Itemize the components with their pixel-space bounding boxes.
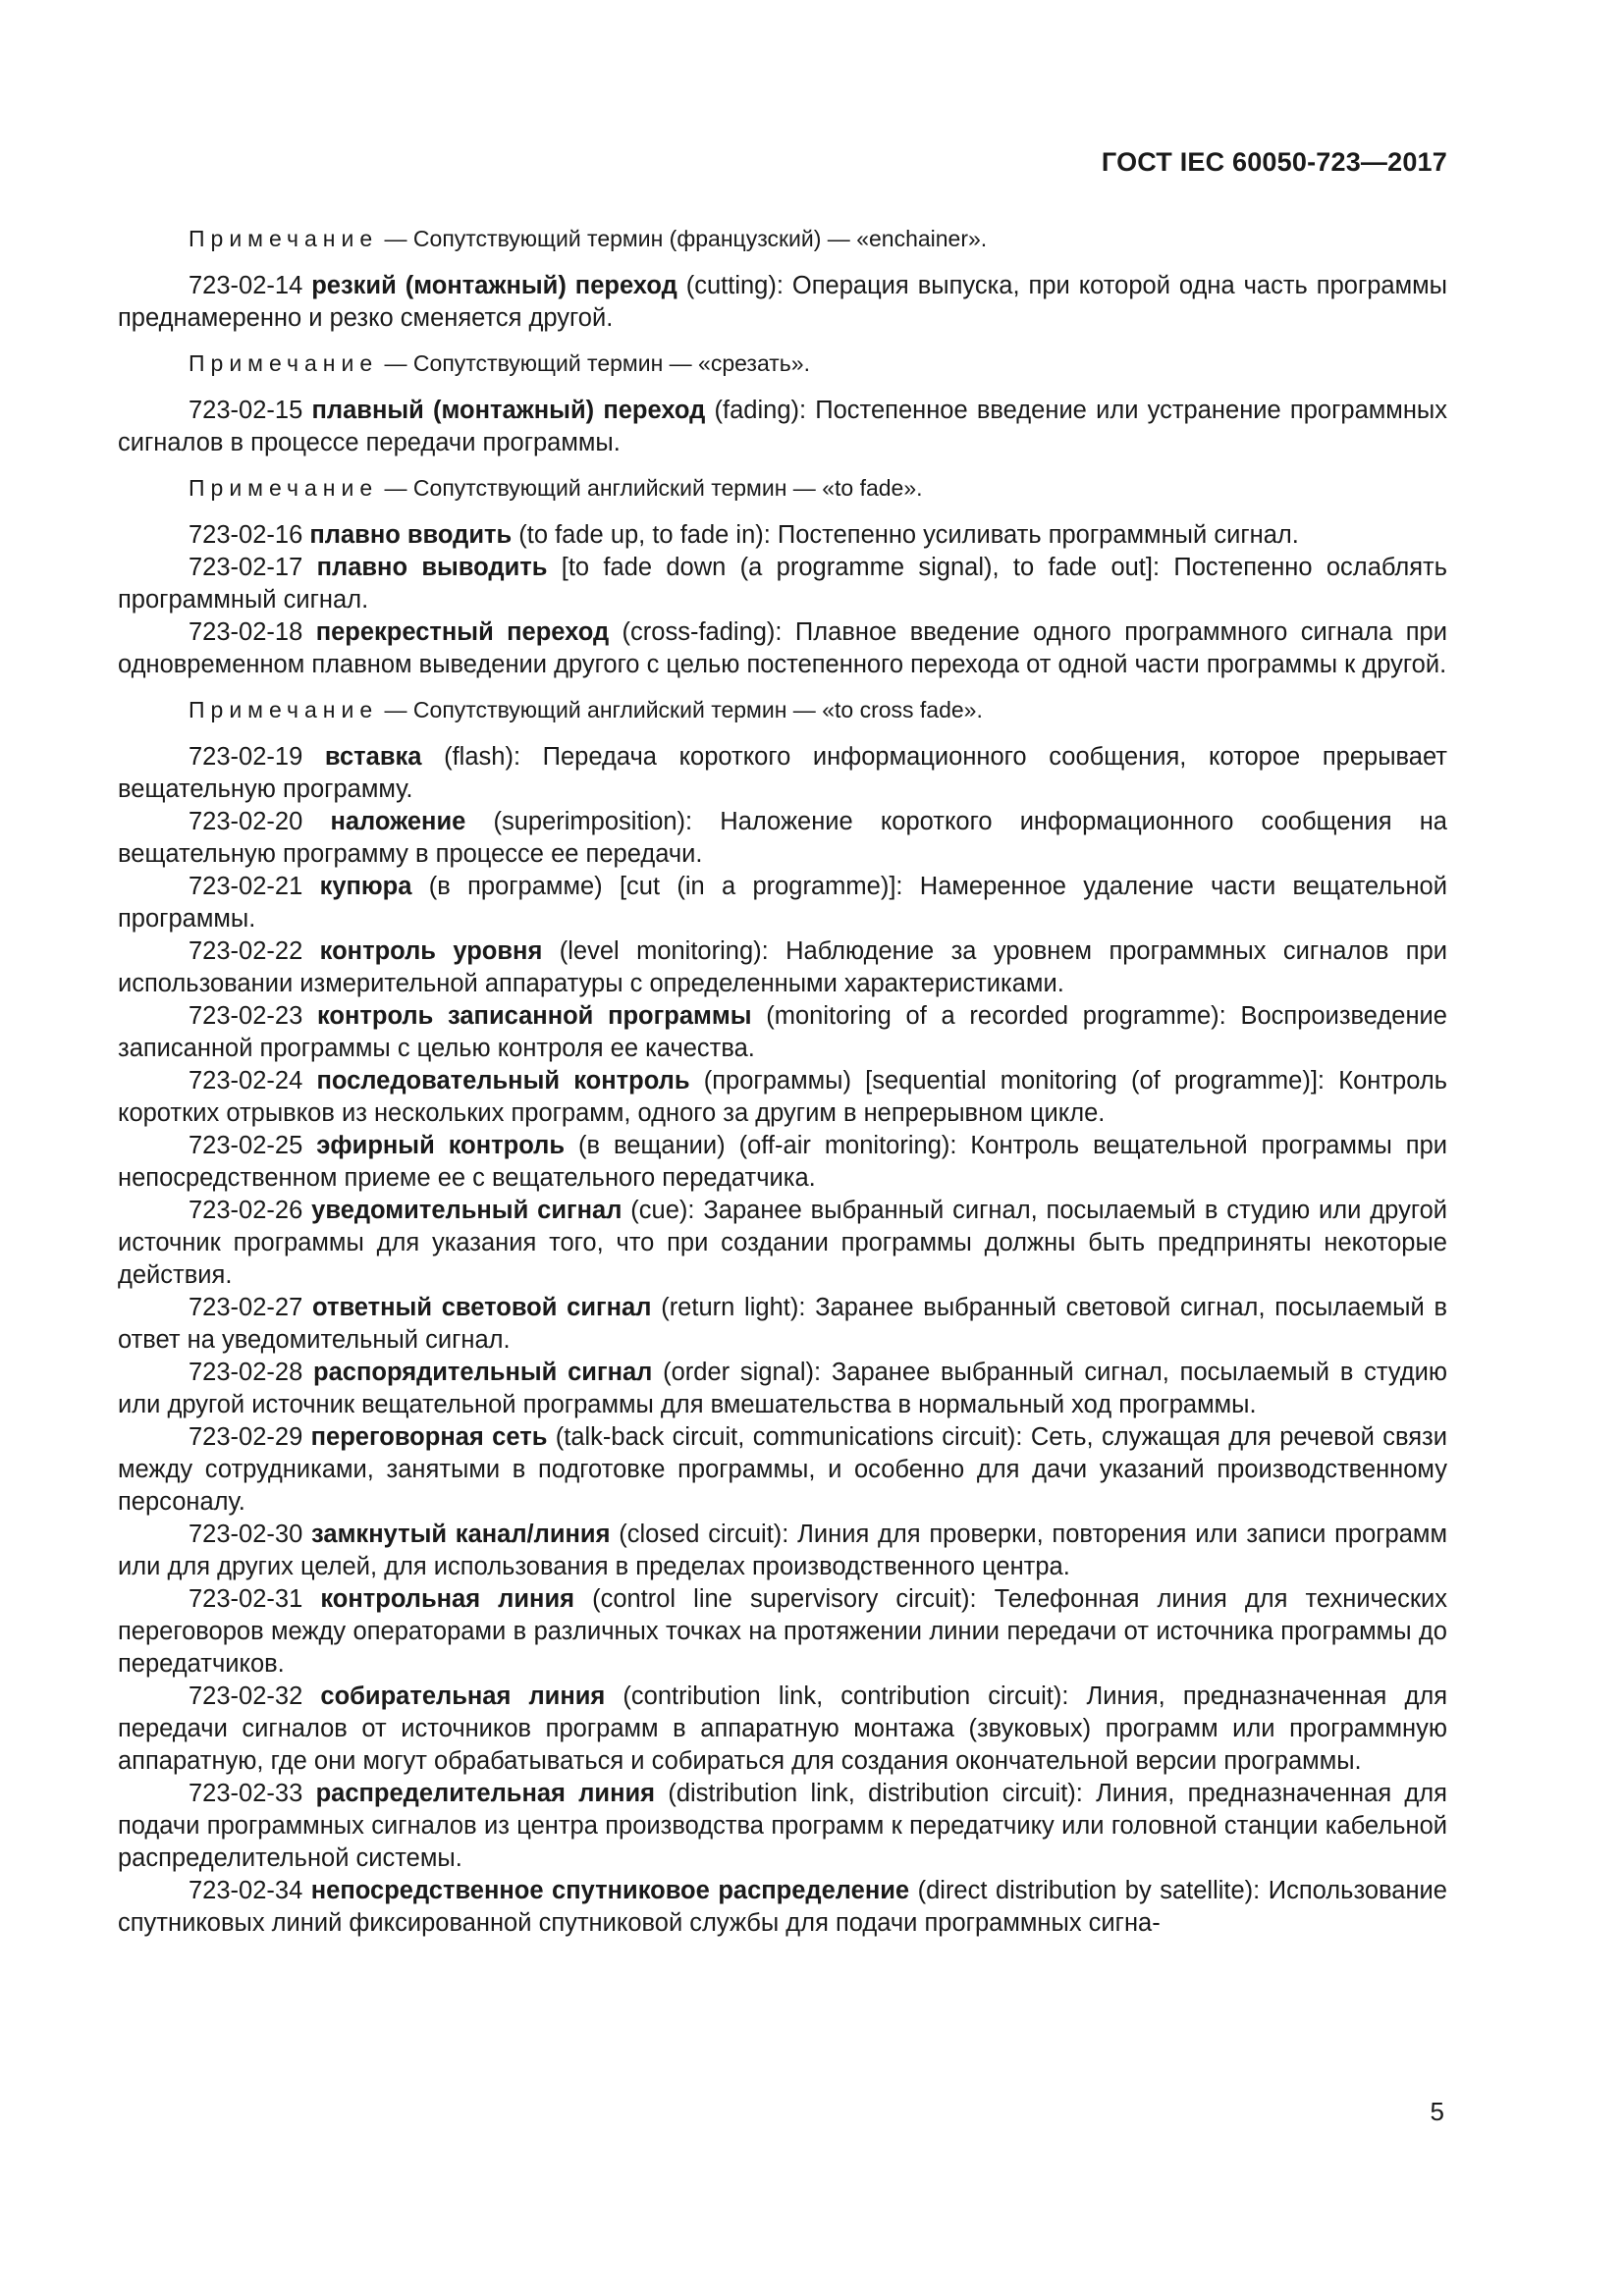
term-entry: [118, 935, 1447, 1000]
entry-term: контроль записанной программы: [317, 1002, 752, 1030]
entry-term: уведомительный сигнал: [311, 1197, 623, 1224]
document-header: ГОСТ IEC 60050-723—2017: [1101, 147, 1447, 177]
note-label: Примечание: [189, 226, 379, 251]
term-entry: [118, 519, 1447, 552]
entry-term: эфирный контроль: [316, 1132, 566, 1159]
entry-definition: (cutting): Операция выпуска, при которой одна часть программы преднамеренно и резко сменяется другой.: [118, 272, 1448, 332]
entry-term: плавный (монтажный) переход: [311, 397, 706, 424]
note-label: Примечание: [189, 697, 379, 722]
term-entry: [118, 395, 1447, 459]
term-entry: [118, 806, 1447, 871]
entry-number: 723-02-22: [189, 937, 303, 965]
entry-definition: (direct distribution by satellite): Использование спутниковых линий фиксированной спутниковой службы для подачи программных сигна-: [118, 1877, 1447, 1937]
term-entry: [118, 1778, 1447, 1875]
entry-term: собирательная линия: [320, 1682, 606, 1710]
entry-definition: (flash): Передача короткого информационного сообщения, которое прерывает вещательную программу.: [118, 743, 1447, 803]
entry-definition: (distribution link, distribution circuit): Линия, предназначенная для подачи программных сигналов из центра производства программ к передатчику или головной станции кабельной распределительной системы.: [118, 1780, 1447, 1872]
entry-number: 723-02-29: [189, 1423, 303, 1451]
entry-term: резкий (монтажный) переход: [311, 272, 677, 299]
entry-number: 723-02-17: [189, 554, 303, 581]
note: [118, 348, 1447, 378]
entry-term: распределительная линия: [315, 1780, 656, 1807]
term-entry: [118, 1292, 1447, 1357]
term-entry: [118, 871, 1447, 935]
entry-term: последовательный контроль: [316, 1067, 690, 1095]
entry-term: перекрестный переход: [315, 618, 610, 646]
entry-number: 723-02-32: [189, 1682, 303, 1710]
entry-definition: (level monitoring): Наблюдение за уровнем программных сигналов при использовании измерительной аппаратуры с определенными характеристиками.: [118, 937, 1447, 997]
entry-number: 723-02-19: [189, 743, 303, 771]
note-label: Примечание: [189, 350, 379, 376]
entry-number: 723-02-23: [189, 1002, 303, 1030]
entry-number: 723-02-31: [189, 1585, 303, 1613]
note-text: — Сопутствующий английский термин — «to fade».: [378, 475, 923, 501]
page-number: 5: [1430, 2097, 1444, 2126]
note-text: — Сопутствующий английский термин — «to cross fade».: [378, 697, 983, 722]
entry-number: 723-02-18: [189, 618, 303, 646]
entry-term: контрольная линия: [320, 1585, 574, 1613]
entry-definition: (cue): Заранее выбранный сигнал, посылаемый в студию или другой источник программы для указания того, что при создании программы должны быть предприняты некоторые действия.: [118, 1197, 1447, 1289]
entry-definition: (программы) [sequential monitoring (of programme)]: Контроль коротких отрывков из нескольких программ, одного за другим в непрерывном цикле.: [118, 1067, 1447, 1127]
entry-term: вставка: [324, 743, 422, 771]
term-entry: [118, 1130, 1447, 1195]
term-entry: [118, 1681, 1447, 1778]
term-entry: [118, 1000, 1447, 1065]
entry-definition: (в программе) [cut (in a programme)]: Намеренное удаление части вещательной программы.: [118, 873, 1447, 933]
entry-term: плавно выводить: [316, 554, 548, 581]
entry-definition: (cross-fading): Плавное введение одного программного сигнала при одновременном плавном выведении другого с целью постепенного перехода от одной части программы к другой.: [118, 618, 1447, 678]
term-entry: [118, 270, 1447, 335]
entry-definition: (superimposition): Наложение короткого информационного сообщения на вещательную программу в процессе ее передачи.: [118, 808, 1447, 868]
document-body: [118, 224, 1447, 1940]
note: [118, 473, 1447, 503]
entry-number: 723-02-20: [189, 808, 303, 835]
entry-definition: (closed circuit): Линия для проверки, повторения или записи программ или для других целей, для использования в пределах производственного центра.: [118, 1521, 1447, 1580]
note: [118, 224, 1447, 253]
entry-number: 723-02-21: [189, 873, 303, 900]
entry-number: 723-02-25: [189, 1132, 303, 1159]
entry-term: ответный световой сигнал: [312, 1294, 652, 1321]
term-entry: [118, 1065, 1447, 1130]
term-entry: [118, 616, 1447, 681]
entry-term: распорядительный сигнал: [313, 1359, 653, 1386]
entry-number: 723-02-16: [189, 521, 303, 549]
entry-definition: (в вещании) (off-air monitoring): Контроль вещательной программы при непосредственном приеме ее с вещательного передатчика.: [118, 1132, 1448, 1192]
entry-definition: (control line supervisory circuit): Телефонная линия для технических переговоров между операторами в различных точках на протяжении линии передачи от источника программы до передатчиков.: [118, 1585, 1447, 1678]
term-entry: [118, 1195, 1447, 1292]
entry-number: 723-02-27: [189, 1294, 303, 1321]
note-text: — Сопутствующий термин — «срезать».: [378, 350, 810, 376]
entry-number: 723-02-34: [189, 1877, 303, 1904]
entry-term: плавно вводить: [309, 521, 513, 549]
note-label: Примечание: [189, 475, 379, 501]
entry-definition: (talk-back circuit, communications circuit): Сеть, служащая для речевой связи между сотрудниками, занятыми в подготовке программы, и особенно для дачи указаний производственному персоналу.: [118, 1423, 1447, 1516]
entry-definition: (fading): Постепенное введение или устранение программных сигналов в процессе передачи программы.: [118, 397, 1447, 456]
term-entry: [118, 1875, 1447, 1940]
entry-term: переговорная сеть: [310, 1423, 548, 1451]
entry-definition: (to fade up, to fade in): Постепенно усиливать программный сигнал.: [512, 521, 1299, 549]
entry-definition: (monitoring of a recorded programme): Воспроизведение записанной программы с целью контроля ее качества.: [118, 1002, 1447, 1062]
entry-number: 723-02-28: [189, 1359, 303, 1386]
term-entry: [118, 741, 1447, 806]
term-entry: [118, 1583, 1447, 1681]
entry-term: купюра: [319, 873, 412, 900]
term-entry: [118, 1421, 1447, 1519]
entry-definition: (return light): Заранее выбранный световой сигнал, посылаемый в ответ на уведомительный сигнал.: [118, 1294, 1447, 1354]
entry-number: 723-02-30: [189, 1521, 303, 1548]
entry-definition: (contribution link, contribution circuit): Линия, предназначенная для передачи сигналов от источников программ в аппаратную монтажа (звуковых) программ или программную аппаратную, где они могут обрабатываться и собираться для создания окончательной версии программы.: [118, 1682, 1448, 1775]
entry-term: замкнутый канал/линия: [311, 1521, 611, 1548]
entry-number: 723-02-33: [189, 1780, 303, 1807]
entry-term: непосредственное спутниковое распределение: [310, 1877, 910, 1904]
entry-term: наложение: [330, 808, 466, 835]
entry-term: контроль уровня: [319, 937, 543, 965]
note-text: — Сопутствующий термин (французский) — «enchainer».: [378, 226, 988, 251]
entry-number: 723-02-15: [189, 397, 303, 424]
entry-number: 723-02-24: [189, 1067, 303, 1095]
term-entry: [118, 1519, 1447, 1583]
entry-number: 723-02-26: [189, 1197, 303, 1224]
note: [118, 695, 1447, 724]
entry-number: 723-02-14: [189, 272, 303, 299]
term-entry: [118, 552, 1447, 616]
term-entry: [118, 1357, 1447, 1421]
entry-definition: [to fade down (a programme signal), to fade out]: Постепенно ослаблять программный сигнал.: [118, 554, 1447, 614]
entry-definition: (order signal): Заранее выбранный сигнал, посылаемый в студию или другой источник вещательной программы для вмешательства в нормальный ход программы.: [118, 1359, 1447, 1418]
